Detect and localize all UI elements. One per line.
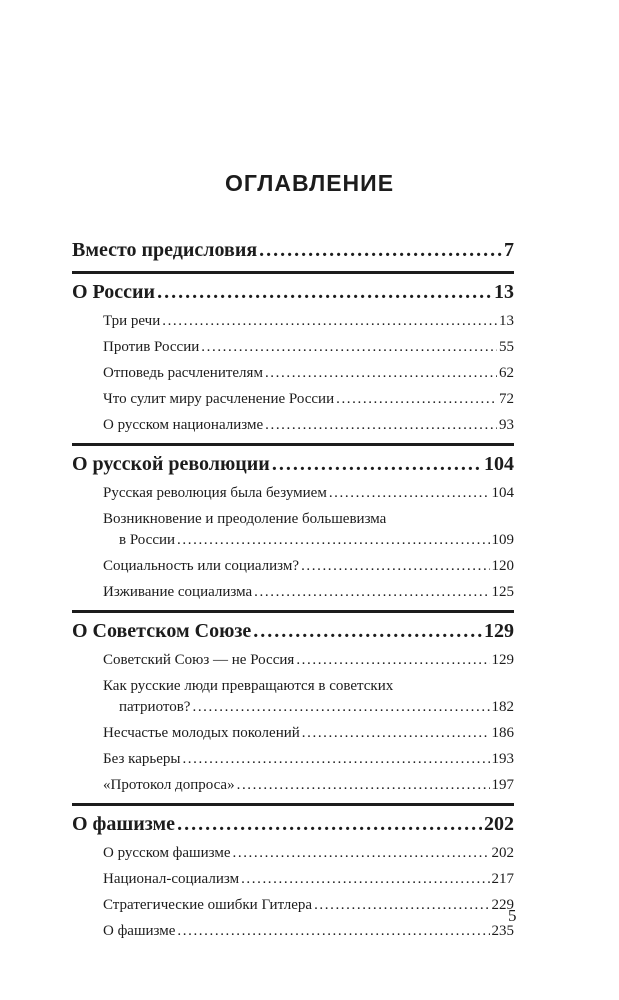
entry-title: Отповедь расчленителям xyxy=(103,365,263,381)
toc-entry[interactable] xyxy=(72,746,514,772)
toc-entry[interactable] xyxy=(72,892,514,918)
toc-section-entry[interactable] xyxy=(72,234,514,266)
page-number: 55 xyxy=(499,339,514,355)
page-number: 120 xyxy=(491,558,514,574)
dot-leader xyxy=(296,647,489,673)
toc-entry[interactable] xyxy=(72,647,514,673)
dot-leader xyxy=(192,697,489,718)
entry-title: Советский Союз — не Россия xyxy=(103,652,295,668)
entry-title: Стратегические ошибки Гитлера xyxy=(103,897,313,913)
page-number: 93 xyxy=(499,417,514,433)
toc-entry[interactable] xyxy=(72,553,514,579)
dot-leader xyxy=(177,918,489,944)
page-number: 104 xyxy=(491,485,514,501)
page-number: 129 xyxy=(484,620,514,642)
toc-section xyxy=(72,234,514,266)
entry-title: Социальность или социализм? xyxy=(103,558,300,574)
section-title: О Советском Союзе xyxy=(72,620,252,642)
page-number: 72 xyxy=(499,391,514,407)
page-number: 217 xyxy=(491,871,514,887)
page-number: 62 xyxy=(499,365,514,381)
toc-section xyxy=(72,610,514,798)
page-number: 197 xyxy=(491,777,514,793)
entry-title-continuation: патриотов? xyxy=(119,699,191,715)
dot-leader xyxy=(301,553,489,579)
toc-entry[interactable] xyxy=(72,334,514,360)
toc-entry[interactable] xyxy=(72,772,514,798)
page-number: 202 xyxy=(491,845,514,861)
dot-leader xyxy=(272,448,482,480)
entry-title: Русская революция была безумием xyxy=(103,485,327,501)
dot-leader xyxy=(253,615,482,647)
entry-title: Национал-социализм xyxy=(103,871,240,887)
dot-leader xyxy=(157,276,492,308)
toc-entry[interactable] xyxy=(72,866,514,892)
entry-title: Изживание социализма xyxy=(103,584,253,600)
section-title: О фашизме xyxy=(72,813,176,835)
page-number: 235 xyxy=(491,923,514,939)
page-number: 13 xyxy=(494,281,514,303)
dot-leader xyxy=(314,892,489,918)
dot-leader xyxy=(237,772,490,798)
toc-entry[interactable] xyxy=(72,386,514,412)
dot-leader xyxy=(177,530,489,551)
entry-title: Возникновение и преодоление большевизма xyxy=(103,511,387,527)
toc-entry[interactable] xyxy=(72,673,514,720)
entry-title: Что сулит миру расчленение России xyxy=(103,391,335,407)
entry-title: Без карьеры xyxy=(103,751,181,767)
page-number: 13 xyxy=(499,313,514,329)
entry-title: О русском фашизме xyxy=(103,845,231,861)
toc-entry[interactable] xyxy=(72,412,514,438)
page-number-folio: 5 xyxy=(508,906,517,925)
entry-title: Несчастье молодых поколений xyxy=(103,725,300,741)
dot-leader xyxy=(182,746,489,772)
toc-entry[interactable] xyxy=(72,720,514,746)
toc-entry[interactable] xyxy=(72,506,514,553)
dot-leader xyxy=(265,360,497,386)
entry-title: Три речи xyxy=(103,313,161,329)
entry-title: О русском национализме xyxy=(103,417,264,433)
toc-section-entry[interactable] xyxy=(72,276,514,308)
dot-leader xyxy=(177,808,482,840)
page-number: 104 xyxy=(484,453,514,475)
section-title: Вместо предисловия xyxy=(72,239,258,261)
page-number: 182 xyxy=(491,699,514,715)
dot-leader xyxy=(241,866,489,892)
toc-section xyxy=(72,803,514,944)
page-number: 109 xyxy=(491,532,514,548)
entry-title: О фашизме xyxy=(103,923,176,939)
dot-leader xyxy=(329,480,490,506)
table-of-contents xyxy=(72,234,514,944)
dot-leader xyxy=(201,334,497,360)
dot-leader xyxy=(162,308,497,334)
entry-continuation xyxy=(103,697,514,718)
entry-continuation xyxy=(103,530,514,551)
toc-section xyxy=(72,271,514,438)
toc-entry[interactable] xyxy=(72,579,514,605)
toc-entry[interactable] xyxy=(72,480,514,506)
page-number: 129 xyxy=(491,652,514,668)
page-number: 125 xyxy=(491,584,514,600)
dot-leader xyxy=(254,579,489,605)
toc-entry[interactable] xyxy=(72,360,514,386)
toc-entry[interactable] xyxy=(72,308,514,334)
toc-entry[interactable] xyxy=(72,840,514,866)
dot-leader xyxy=(336,386,497,412)
entry-title: Против России xyxy=(103,339,200,355)
dot-leader xyxy=(302,720,490,746)
toc-entry[interactable] xyxy=(72,918,514,944)
dot-leader xyxy=(265,412,497,438)
toc-section-entry[interactable] xyxy=(72,808,514,840)
toc-section-entry[interactable] xyxy=(72,615,514,647)
dot-leader xyxy=(233,840,490,866)
section-title: О русской революции xyxy=(72,453,270,475)
page-number: 229 xyxy=(491,897,514,913)
entry-title-continuation: в России xyxy=(119,532,176,548)
section-title: О России xyxy=(72,281,156,303)
dot-leader xyxy=(259,234,502,266)
page-number: 7 xyxy=(504,239,514,261)
page-number: 202 xyxy=(484,813,514,835)
page-number: 186 xyxy=(491,725,514,741)
toc-heading: ОГЛАВЛЕНИЕ xyxy=(224,170,395,196)
entry-title: Как русские люди превращаются в советских xyxy=(103,678,394,694)
toc-section-entry[interactable] xyxy=(72,448,514,480)
entry-title: «Протокол допроса» xyxy=(103,777,235,793)
toc-section xyxy=(72,443,514,605)
page-number: 193 xyxy=(491,751,514,767)
